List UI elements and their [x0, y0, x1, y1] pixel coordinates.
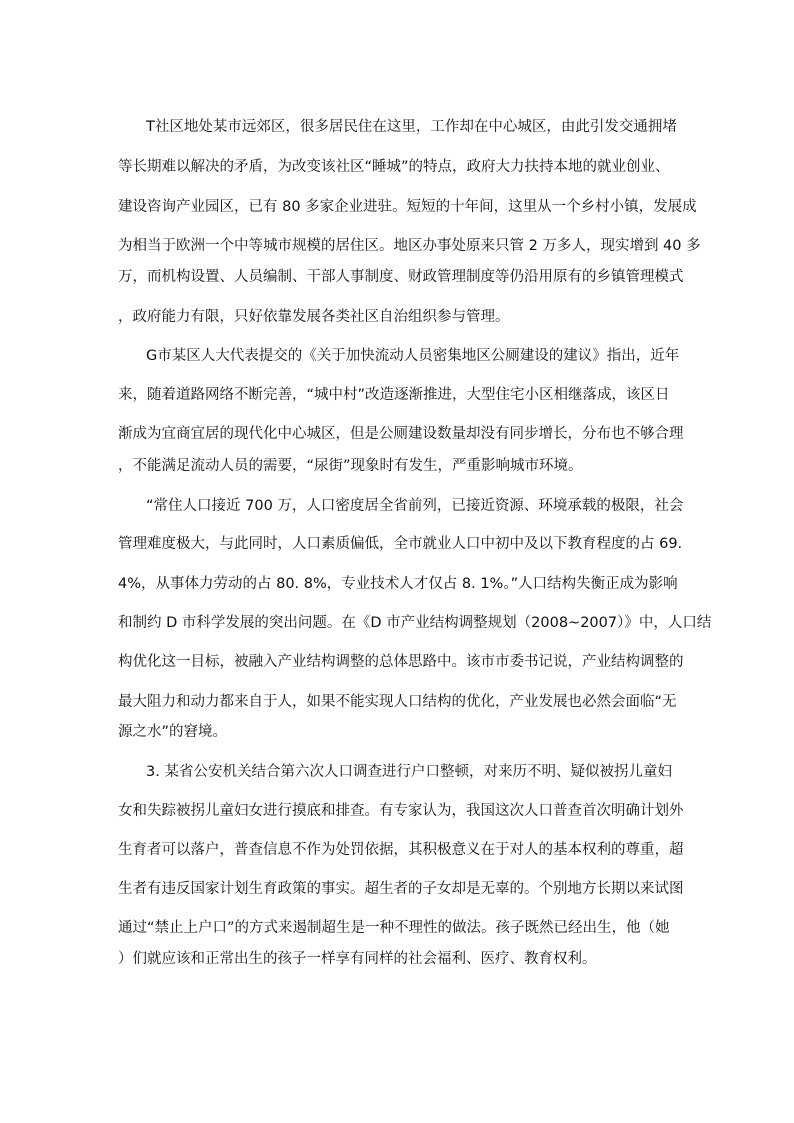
- text-line: “常住人口接近 700 万，人口密度居全省前列，已接近资源、环境承载的极限，社会: [146, 498, 684, 514]
- text-line: 来，随着道路网络不断完善，“城中村”改造逐渐推进，大型住宅小区相继落成，该区日: [118, 387, 670, 403]
- text-line: 通过“禁止上户口”的方式来遏制超生是一种不理性的做法。孩子既然已经出生，他（她: [118, 920, 670, 936]
- text-line: 最大阻力和动力都来自于人，如果不能实现人口结构的优化，产业发展也必然会面临“无: [118, 694, 677, 710]
- text-line: 生育者可以落户，普查信息不作为处罚依据，其积极意义在于对人的基本权利的尊重，超: [118, 842, 684, 858]
- text-line: 源之水”的窘境。: [118, 724, 228, 740]
- text-line: 女和失踪被拐儿童妇女进行摸底和排查。有专家认为，我国这次人口普查首次明确计划外: [118, 803, 684, 819]
- text-line: G市某区人大代表提交的《关于加快流动人员密集地区公厕建设的建议》指出，近年: [146, 348, 680, 364]
- text-line: 生者有违反国家计划生育政策的事实。超生者的子女却是无辜的。个别地方长期以来试图: [118, 881, 684, 897]
- text-line: 建设咨询产业园区，已有 80 多家企业进驻。短短的十年间，这里从一个乡村小镇，发展成: [118, 199, 697, 215]
- text-line: 构优化这一目标，被融入产业结构调整的总体思路中。该市市委书记说，产业结构调整的: [118, 654, 684, 670]
- text-line: 万，而机构设置、人员编制、干部人事制度、财政管理制度等仍沿用原有的乡镇管理模式: [118, 269, 684, 285]
- text-line: T社区地处某市远郊区，很多居民住在这里，工作却在中心城区，由此引发交通拥堵: [146, 119, 677, 135]
- text-line: 渐成为宜商宜居的现代化中心城区，但是公厕建设数量却没有同步增长，分布也不够合理: [118, 426, 684, 442]
- text-line: ，不能满足流动人员的需要，“尿街”现象时有发生，严重影响城市环境。: [118, 458, 583, 474]
- text-line: 和制约 D 市科学发展的突出问题。在《D 市产业结构调整规划（2008~2007）》中，人口结: [118, 615, 712, 631]
- text-line: ，政府能力有限，只好依靠发展各类社区自治组织参与管理。: [118, 309, 510, 325]
- text-line: ）们就应该和正常出生的孩子一样享有同样的社会福利、医疗、教育权利。: [118, 951, 597, 967]
- text-line: 为相当于欧洲一个中等城市规模的居住区。地区办事处原来只管 2 万多人，现实增到 40 多: [118, 238, 701, 254]
- text-line: 4%，从事体力劳动的占 80. 8%，专业技术人才仅占 8. 1%。”人口结构失衡正成为影响: [118, 576, 678, 592]
- text-line: 管理难度极大，与此同时，人口素质偏低，全市就业人口中初中及以下教育程度的占 69.: [118, 536, 683, 552]
- text-line: 3. 某省公安机关结合第六次人口调查进行户口整顿，对来历不明、疑似被拐儿童妇: [146, 764, 672, 780]
- text-line: 等长期难以解决的矛盾，为改变该社区“睡城”的特点，政府大力扶持本地的就业创业、: [118, 159, 670, 175]
